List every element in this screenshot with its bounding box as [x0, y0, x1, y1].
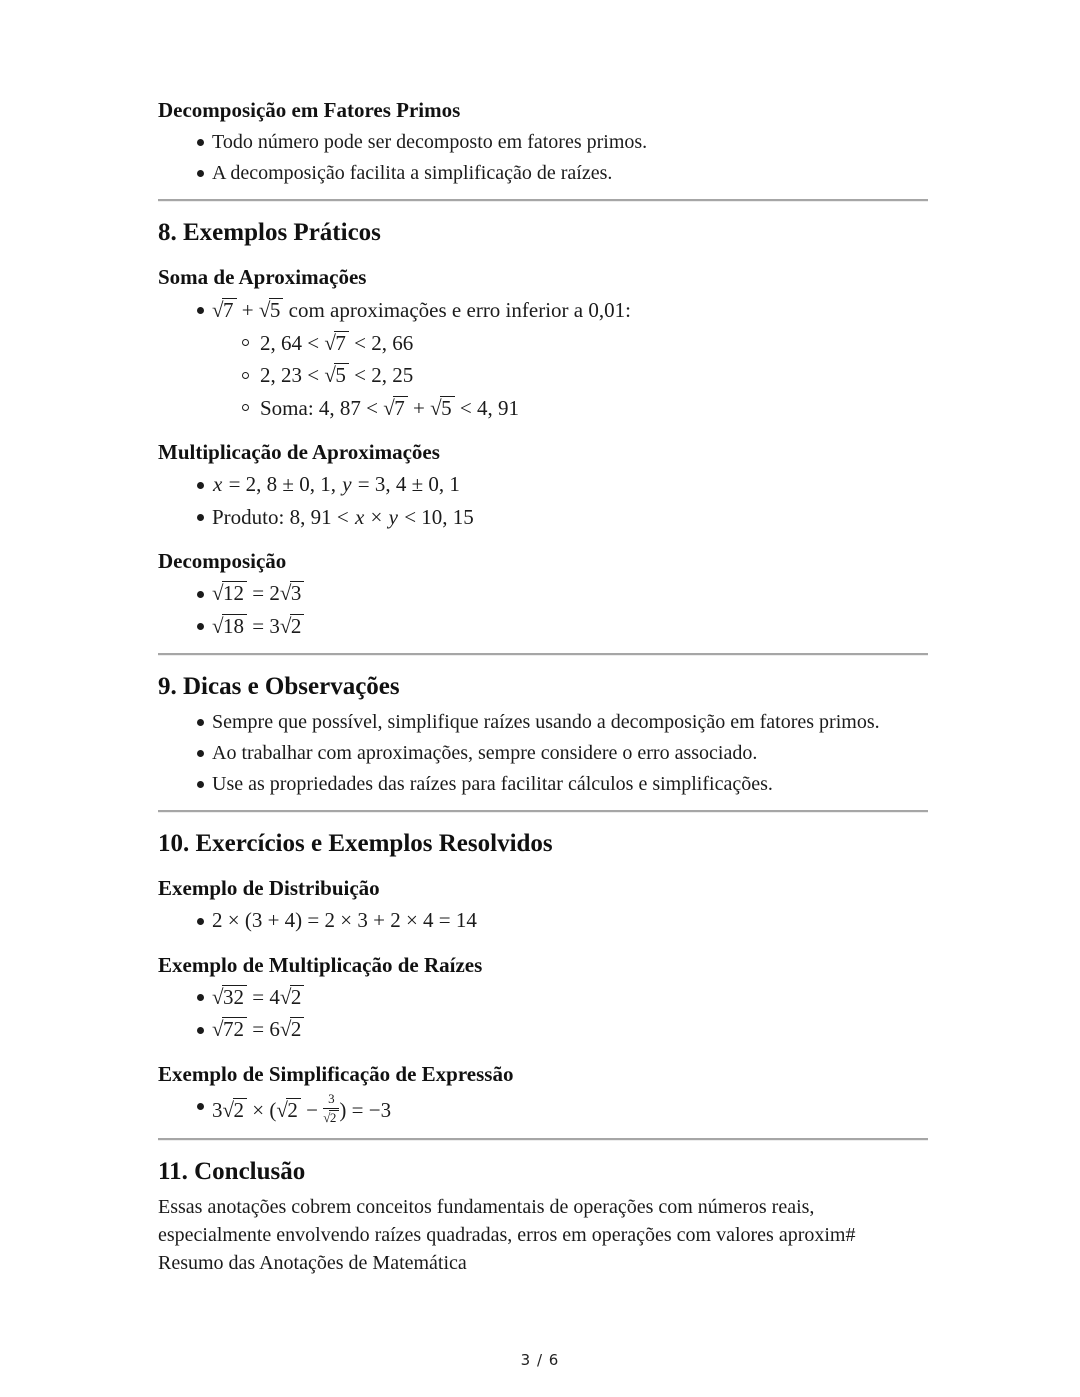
square-root: √5: [259, 298, 284, 323]
heading-exemplo-simplificacao: Exemplo de Simplificação de Expressão: [158, 1061, 514, 1086]
section-divider: [158, 1138, 928, 1141]
square-root: √7: [212, 298, 237, 323]
conclusao-paragraph: [158, 1193, 928, 1277]
math-expression: √72 = 6√2: [212, 1017, 304, 1041]
sub-list: [158, 329, 928, 423]
math-expression: Produto: 8, 91 < x × y < 10, 15: [212, 504, 474, 529]
heading-multiplicacao-aproximacoes: Multiplicação de Aproximações: [158, 440, 440, 465]
square-root: √7: [383, 396, 408, 421]
sub-list-item: [158, 394, 928, 423]
math-expression: 3√2 × (√2 − $\frac{3}{√2}$ ) = −3: [212, 1091, 392, 1125]
heading-soma-aproximacoes: Soma de Aproximações: [158, 265, 367, 290]
fraction: $\frac{3}{√2}$: [323, 1092, 339, 1126]
math-expression: √18 = 3√2: [212, 614, 304, 638]
sub-list-item: [158, 329, 928, 358]
list-item-text: Ao trabalhar com aproximações, sempre considere o erro associado.: [212, 742, 758, 765]
list-item: [158, 739, 928, 767]
square-root: √72: [212, 1017, 247, 1042]
decomposicao-fatores-list: [158, 128, 928, 187]
math-expression: Soma: 4, 87 < √7 + √5 < 4, 91: [260, 395, 520, 420]
math-expression: √12 = 2√3: [212, 581, 304, 605]
multiplicacao-raizes-list: [158, 983, 928, 1045]
heading-exercicios-exemplos: 10. Exercícios e Exemplos Resolvidos: [158, 830, 553, 858]
list-item: [158, 1015, 928, 1044]
square-root: √18: [212, 614, 247, 639]
heading-exemplo-distribuicao: Exemplo de Distribuição: [158, 876, 380, 901]
square-root: √32: [212, 985, 247, 1010]
square-root: √7: [324, 331, 349, 356]
square-root: √2: [223, 1098, 248, 1123]
list-item: [158, 770, 928, 798]
list-item: [158, 128, 928, 156]
list-item-text: Sempre que possível, simplifique raízes usando a decomposição em fatores primos.: [212, 711, 880, 734]
heading-conclusao: 11. Conclusão: [158, 1157, 306, 1185]
square-root: √2: [276, 1098, 301, 1123]
square-root: √12: [212, 581, 247, 606]
list-item: [158, 612, 928, 641]
square-root: √3: [280, 581, 305, 606]
square-root: √2: [280, 985, 305, 1010]
multiplicacao-aproximacoes-list: [158, 470, 928, 532]
sub-list-item: [158, 361, 928, 390]
decomposicao-list: [158, 579, 928, 641]
heading-decomposicao-fatores-primos: Decomposição em Fatores Primos: [158, 98, 461, 122]
math-expression: √7 + √5 com aproximações e erro inferior a 0,01:: [212, 297, 631, 322]
math-variable: y: [388, 504, 398, 529]
heading-dicas-observacoes: 9. Dicas e Observações: [158, 673, 400, 701]
math-expression: √32 = 4√2: [212, 985, 304, 1009]
list-item: [158, 470, 928, 499]
square-root: √2: [280, 1017, 305, 1042]
section-divider: [158, 810, 928, 813]
list-item: [158, 1092, 928, 1126]
list-item: [158, 159, 928, 187]
list-item: [158, 503, 928, 532]
heading-exemplo-multiplicacao-raizes: Exemplo de Multiplicação de Raízes: [158, 952, 483, 977]
soma-aproximacoes-list: [158, 296, 928, 424]
list-item: [158, 708, 928, 736]
math-variable: y: [342, 472, 352, 497]
math-expression: 2, 64 < √7 < 2, 66: [260, 330, 414, 355]
list-item-text: Use as propriedades das raízes para facilitar cálculos e simplificações.: [212, 773, 773, 796]
heading-exemplos-praticos: 8. Exemplos Práticos: [158, 219, 381, 247]
dicas-list: [158, 708, 928, 798]
list-item: [158, 906, 928, 935]
page-content: [158, 0, 928, 1277]
page-number: 3 / 6: [520, 1351, 560, 1369]
paragraph-line: especialmente envolvendo raízes quadradas, erros em operações com valores aproxim#: [158, 1223, 856, 1246]
list-item: [158, 983, 928, 1012]
math-expression: 2 × (3 + 4) = 2 × 3 + 2 × 4 = 14: [212, 908, 477, 933]
math-expression: 2, 23 < √5 < 2, 25: [260, 363, 414, 388]
paragraph-line: Essas anotações cobrem conceitos fundamentais de operações com números reais,: [158, 1195, 815, 1218]
square-root: √5: [430, 396, 455, 421]
list-item-text: Todo número pode ser decomposto em fatores primos.: [212, 131, 648, 154]
simplificacao-list: [158, 1092, 928, 1126]
math-variable: x: [354, 504, 365, 529]
heading-decomposicao: Decomposição: [158, 549, 287, 574]
list-item: [158, 296, 928, 424]
list-item: [158, 579, 928, 608]
square-root: √5: [324, 363, 349, 388]
section-divider: [158, 199, 928, 202]
section-divider: [158, 653, 928, 656]
math-variable: x: [213, 472, 223, 497]
paragraph-line: Resumo das Anotações de Matemática: [158, 1251, 467, 1274]
math-expression: x = 2, 8 ± 0, 1, y = 3, 4 ± 0, 1: [213, 472, 460, 497]
distribuicao-list: [158, 906, 928, 935]
square-root: √2: [323, 1110, 339, 1126]
list-item-text: A decomposição facilita a simplificação de raízes.: [212, 162, 613, 185]
square-root: √2: [280, 614, 305, 639]
